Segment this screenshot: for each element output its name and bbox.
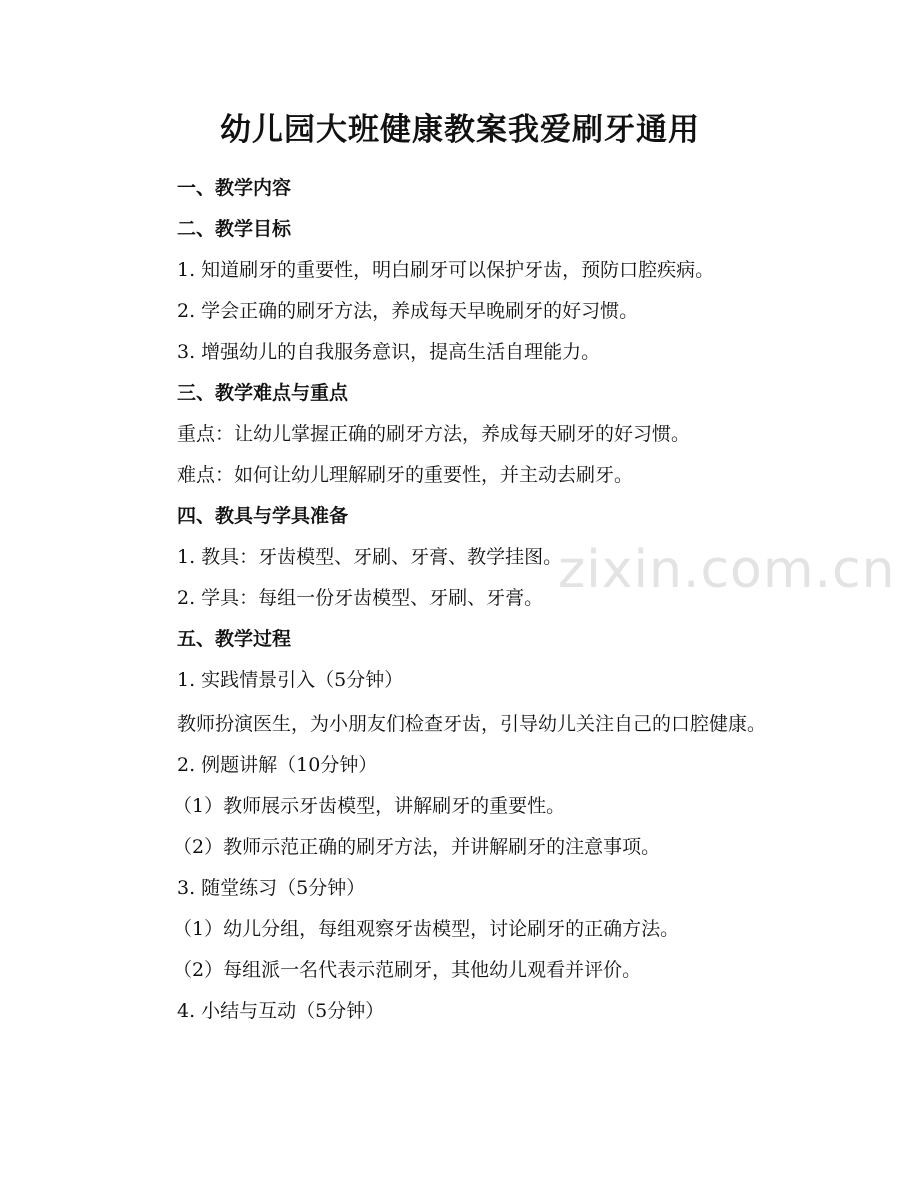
section-heading: 二、教学目标 [177, 218, 292, 240]
list-item: 1. 教具：牙齿模型、牙刷、牙膏、教学挂图。 [177, 546, 563, 568]
sub-item: （2）教师示范正确的刷牙方法，并讲解刷牙的注意事项。 [173, 836, 661, 858]
list-item: 1. 实践情景引入（5分钟） [177, 669, 404, 691]
list-item: 3. 随堂练习（5分钟） [177, 877, 366, 899]
sub-item: （2）每组派一名代表示范刷牙，其他幼儿观看并评价。 [173, 959, 642, 981]
list-item: 重点：让幼儿掌握正确的刷牙方法，养成每天刷牙的好习惯。 [177, 423, 691, 445]
list-item: 1. 知道刷牙的重要性，明白刷牙可以保护牙齿，预防口腔疾病。 [177, 259, 715, 281]
section-heading: 四、教具与学具准备 [177, 505, 349, 527]
document-title: 幼儿园大班健康教案我爱刷牙通用 [220, 112, 700, 148]
list-item: 2. 学会正确的刷牙方法，养成每天早晚刷牙的好习惯。 [177, 300, 639, 322]
body-paragraph: 教师扮演医生，为小朋友们检查牙齿，引导幼儿关注自己的口腔健康。 [177, 713, 767, 735]
list-item: 2. 例题讲解（10分钟） [177, 754, 378, 776]
watermark: zixin.com.cn [558, 540, 896, 600]
section-heading: 一、教学内容 [177, 177, 292, 199]
list-item: 难点：如何让幼儿理解刷牙的重要性，并主动去刷牙。 [177, 464, 634, 486]
sub-item: （1）幼儿分组，每组观察牙齿模型，讨论刷牙的正确方法。 [173, 918, 680, 940]
list-item: 4. 小结与互动（5分钟） [177, 1000, 385, 1022]
section-heading: 三、教学难点与重点 [177, 382, 349, 404]
section-heading: 五、教学过程 [177, 628, 292, 650]
sub-item: （1）教师展示牙齿模型，讲解刷牙的重要性。 [173, 795, 566, 817]
list-item: 3. 增强幼儿的自我服务意识，提高生活自理能力。 [177, 341, 601, 363]
document-body [137, 168, 787, 1032]
list-item: 2. 学具：每组一份牙齿模型、牙刷、牙膏。 [177, 587, 544, 609]
